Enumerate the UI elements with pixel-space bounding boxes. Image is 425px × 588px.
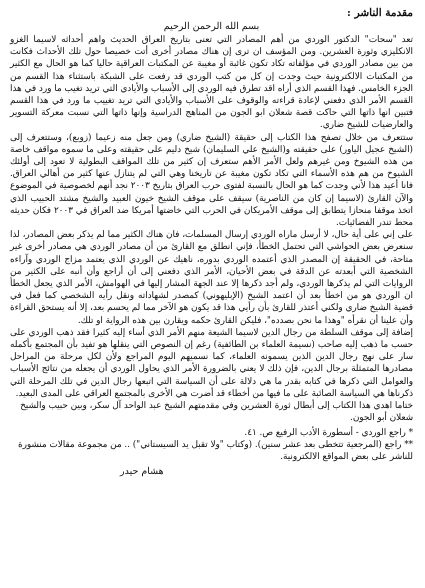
- paragraph-3: على إني على أية حال، لا أرسل ماراه الوردي إرسال المسلمات، فان هناك الكثير مما لم يذكر بعض المصادر، لذا سنعرض بعض الحواشي التي تحتمل الخطأ، فإني انطلق مع القارئ من أن مصادر الوردي هي مصادر أخرى غير متاحة، في الحقيقة إن المصدر الذي أعتمده الوردي بدوره، ناهيك عن الوردي الذي يعتمد مزاج الوردي وآراءه الشخصية التي أبعدته عن الدقة في بعض الأحيان، الأمر الذي دفعني إلى أن أراجع وأن أنبه على الكثير من الروايات التي لم يذكرها الوردي، ولم أجد ذكرها إلا عند الجهة المشار إليها في الهوامش، الأمر الذي يجعل الخطأ ان الوردي هو من اخطأ بعد أن اعتمد الشيخ (الإبليهوني) كمصدر لشهاداته ونقل رأيه الشخصي كما فعل في قضية الشيخ ضاري ولكني أعتذر للقارئ بأن رأيي هذا قد يكون هو الآخر مما لم يحسم بعد، إلا أنه يستحق القراءة وأن علينا أن نقرأه "وهذا ما نحن بصدده"، فليكن القارئ حكمه ويقارن بين هذه الرواية او تلك.: [10, 230, 413, 326]
- footnote-2: ** راجع (المرجعية تتخطى بعد عشر سنين). (وكتاب "ولا تقبل يد السيستاني") .. من مجموعة مقالات منشورة للناشر على بعض المواقع الالكترونية.: [18, 439, 413, 462]
- paragraph-2: ستتعرف من خلال تصفح هذا الكتاب إلى حقيقة (الشيخ ضاري) ومن جعل منه زعيما (زوبع)، وستتعرف إلى (الشيخ عجيل الياور) على حقيقته و(الشيخ علي السليمان) شيخ دليم على حقيقته وعلى ما سموه مواقف خاصة من هذه الشيوخ ومن غيرهم ولعل الأمر الأهم ستعرف إن كثير من تلك المواقف البطولية لا تعود إلى أولئك الشيوخ من هم هذه الأسماء التي تكاد تكون مغيبة عن تاريخنا وهي التي لم يتنازل عنها كثير من أهالي العراق. فانا أعيد هذا لأني وجدت كما هو الحال بالنسبة لفتوى حرب العراق بتاريخ ٢٠٠٣ نجد أنهم لخصوصية في الموضوع والآن القارئ (لاسيما إن كان من الناصرية) سيقف على موقف الشيخ خيون العبيد والشيخ مشتد الحبيب الذي اتخذ موقفا منحازا يتطابق إلى موقف الأمريكان في الحرب التي خاضتها أمريكا ضد العراق في ٢٠٠٣ فكان حديثه محط تندر الفضائيات.: [10, 132, 413, 229]
- dedication-paragraph: ختاما اهدي هذا الكتاب إلى أبطال ثورة العشرين وفي مقدمتهم الشيخ عبد الواحد آل سكر، وبين حبيب والشيخ شعلان أبو الجون.: [20, 401, 413, 424]
- author-signature: هشام حيدر: [120, 466, 164, 478]
- footnotes: [10, 427, 413, 464]
- paragraph-1: تعد "سحات" الدكتور الوردي من أهم المصادر التي تعنى بتاريخ العراق الحديث واهم أحداثه لاسيما الغزو الانكليزي وثورة العشرين. ومن المؤسف ان ترى إن هناك مصادر أخرى أتت خصيصا حول تلك الأحداث فكانت من بين مصادر الوردي في مؤلفاته تكاد تكون غائبة أو مغيبة عن المكتبات العراقية حاليا كما هو الحال مع الكثير من المكتبات الالكترونية حيث وجدت إن كل من كتب الوردي قد رفعت على الشبكة باستثناء هذا القسم من الجزء الخامس. فهذا القسم الذي أراه اقد تطرق فيه الوردي إلى الأسباب والأيادي التي تريد تغيب ما ورد في هذا القسم الأمر الذي دفعني لإعادة قراءته والوقوف على الأسباب والأيادي التي تريد تغييب ما ورد في هذا القسم فتبين انها ذاتها التي حاكت قصة شعلان ابو الجون من المناهج الدراسية وإنها ذاتها التي نسبت معركة التسوير والعارضيات للشيخ ضاري.: [10, 35, 413, 131]
- paragraph-4: إضافة إلى موقف السلطة من رجال الدين لاسيما الشيعة منهم الأمر الذي أساء إليه كثيرا فقد ذهب الوردي على حسب ما ذهب إليه صاحب (نسيمة العلماء بن الطائفية) رغم إن النصوص التي ينقلها هو تفيد بأن المجتمع بأكمله سار على نهج رجال الدين الذين يسمونه العلماء، كما نسميهم اليوم المراجع ولأن لكل مرحلة من المراحل مصادرها المتمثلة برجال الدين، فإن ذلك لا يعني بالضرورة الأمر الذي يحاول الوردي أن يجعله من نتائج الأسباب والعوامل التي ذكرها في كتابه بقدر ما هي دلالة على أن السياسة التي اتبعها رجال الدين في تلك المرحلة التي ذكرناها هي السياسة الصائبة على ما فيها من أخطاء قد أضرت هي الأخرى بالمجتمع العراقي على المدى البعيد.: [10, 327, 413, 399]
- publisher-intro-heading: مقدمة الناشر :: [347, 7, 413, 19]
- footnote-1: * راجع الوردي - أسطورة الأدب الرفيع ص. ٤١.: [244, 427, 413, 438]
- basmala: بسم الله الرحمن الرحيم: [163, 21, 260, 32]
